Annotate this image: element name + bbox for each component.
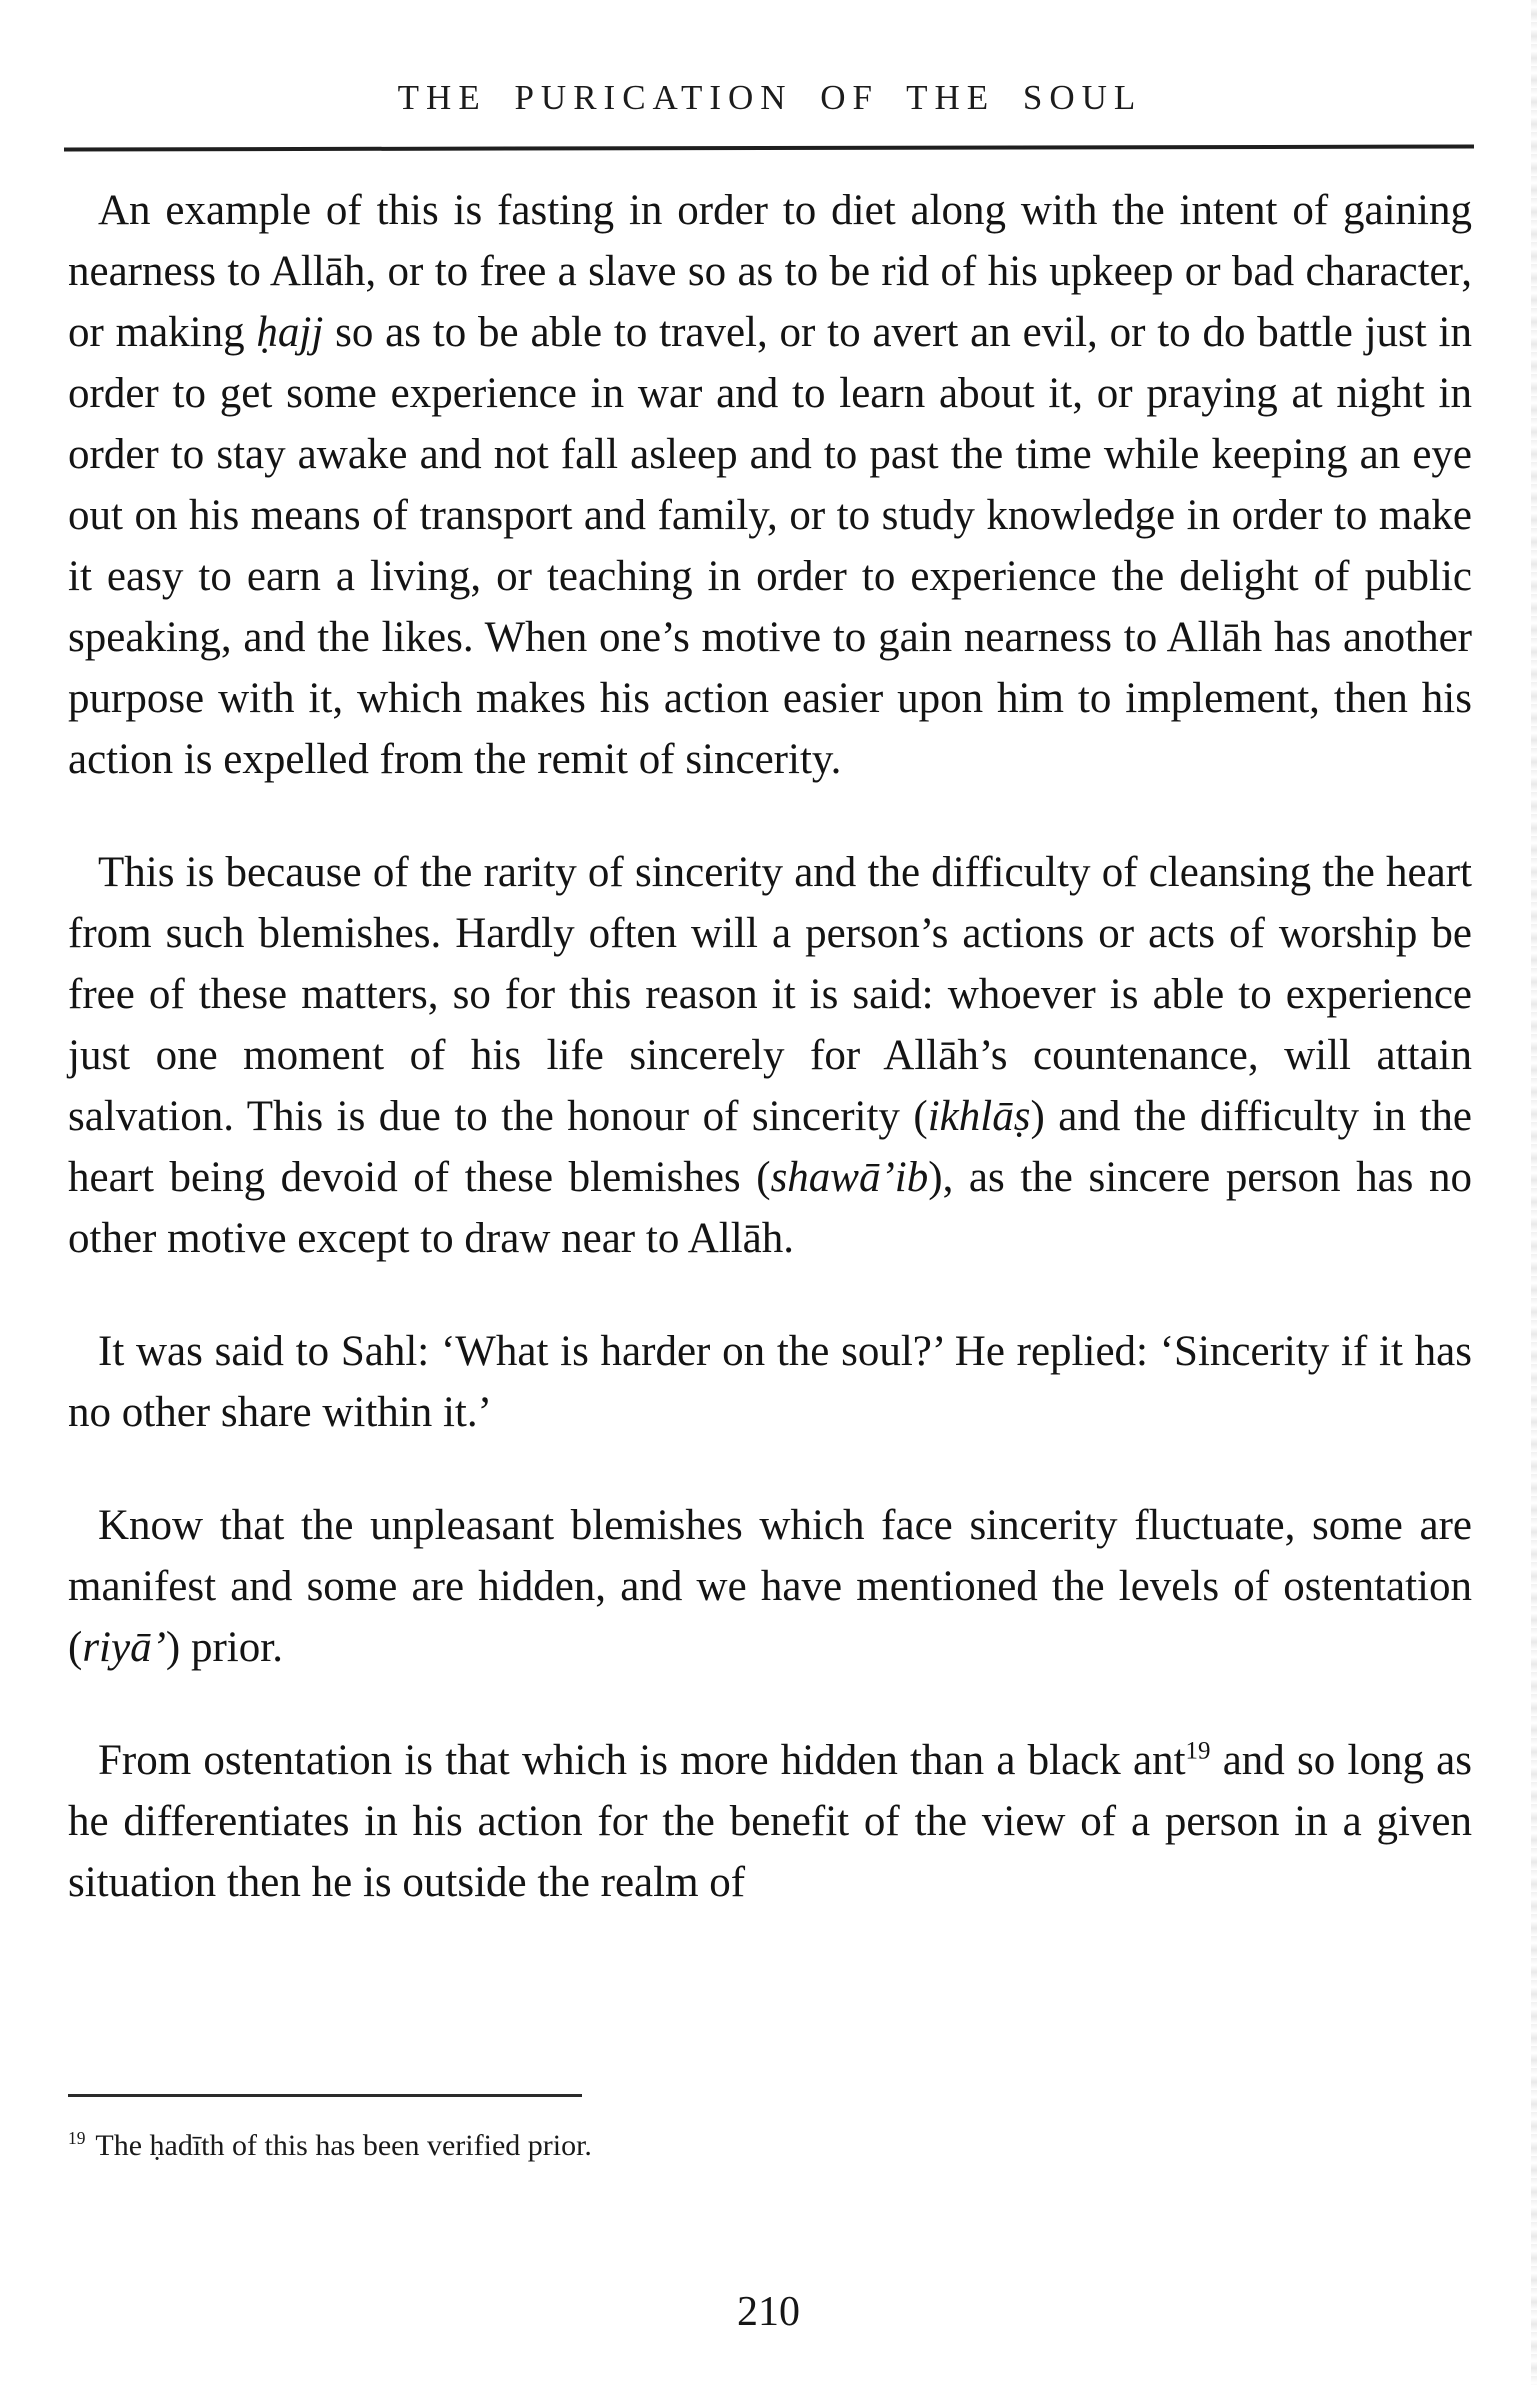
footnote-marker: 19 bbox=[68, 2128, 86, 2148]
paragraph bbox=[68, 842, 1472, 1269]
footnote bbox=[68, 2126, 1472, 2166]
body-text: Know that the unpleasant blemishes which face sincerity fluctuate, some are manifest and some are hidden, and we have mentioned the levels of ostentation ( bbox=[68, 1502, 1472, 1671]
paragraph bbox=[68, 1730, 1472, 1913]
transliteration-term: riyā’ bbox=[82, 1624, 166, 1671]
body-text: ), as the sincere person has no other motive except to draw near to Allāh. bbox=[68, 1154, 1472, 1262]
page-number: 210 bbox=[737, 2289, 800, 2335]
paragraph bbox=[68, 1495, 1472, 1678]
body-text: ) prior. bbox=[165, 1624, 283, 1671]
body-paragraphs bbox=[68, 180, 1472, 1913]
transliteration-term: ikhlāṣ bbox=[927, 1093, 1031, 1140]
body-text: An example of this is fasting in order to diet along with the intent of gaining nearness to Allāh, or to free a slave so as to be rid of his upkeep or bad character, or making bbox=[68, 187, 1472, 356]
transliteration-term: shawā’ib bbox=[770, 1154, 929, 1201]
body-text: This is because of the rarity of sincerity and the difficulty of cleansing the heart from such blemishes. Hardly often will a person’s actions or acts of worship be free of these matters, so for this reason it is said: whoever is able to experience just one moment of his life sincerely for Allāh’s countenance, will attain salvation. This is due to the honour of sincerity ( bbox=[68, 849, 1472, 1140]
footnote-rule bbox=[68, 2094, 582, 2097]
scan-edge-artifact bbox=[1531, 0, 1537, 2385]
body-text: ) and the difficulty in the heart being devoid of these blemishes ( bbox=[68, 1093, 1472, 1201]
footnote-reference: 19 bbox=[1185, 1737, 1211, 1765]
body-text: and so long as he differentiates in his action for the benefit of the view of a person in a given situation then he is outside the realm of bbox=[68, 1737, 1472, 1906]
footnote-text: The ḥadīth of this has been verified prior. bbox=[95, 2129, 592, 2162]
body-text: It was said to Sahl: ‘What is harder on the soul?’ He replied: ‘Sincerity if it has no other share within it.’ bbox=[68, 1328, 1472, 1436]
body-text: so as to be able to travel, or to avert an evil, or to do battle just in order to get some experience in war and to learn about it, or praying at night in order to stay awake and not fall asleep and to past the time while keeping an eye out on his means of transport and family, or to study knowledge in order to make it easy to earn a living, or teaching in order to experience the delight of public speaking, and the likes. When one’s motive to gain nearness to Allāh has another purpose with it, which makes his action easier upon him to implement, then his action is expelled from the remit of sincerity. bbox=[68, 309, 1472, 783]
body-text: From ostentation is that which is more hidden than a black ant bbox=[98, 1737, 1186, 1784]
paragraph bbox=[68, 1321, 1472, 1443]
paragraph bbox=[68, 180, 1472, 790]
running-head-title: THE PURICATION OF THE SOUL bbox=[397, 78, 1143, 117]
header-rule bbox=[64, 145, 1474, 152]
transliteration-term: ḥajj bbox=[256, 309, 324, 356]
